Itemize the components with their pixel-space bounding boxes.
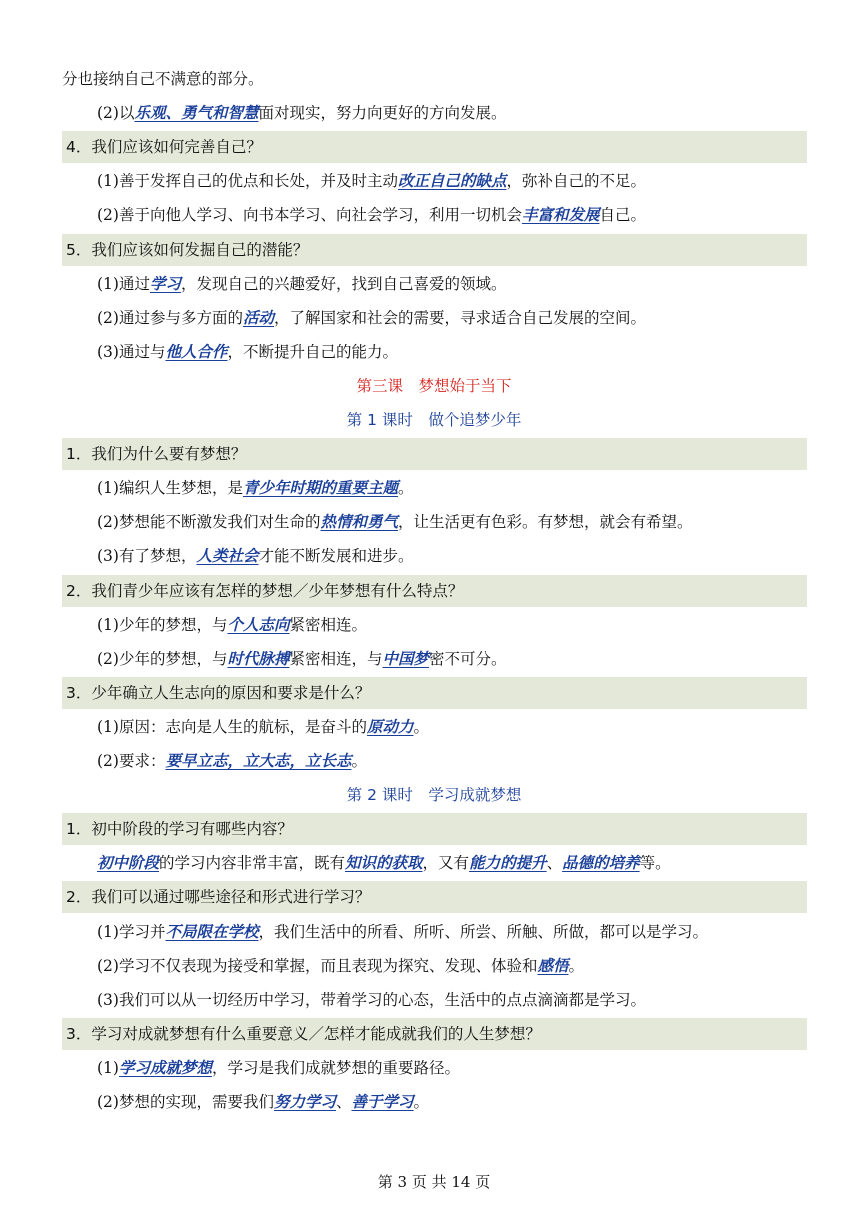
answer-line — [97, 199, 806, 231]
text-run: 紧密相连。 — [289, 615, 367, 634]
text-run: (2)以 — [97, 104, 135, 123]
page-footer: 第 3 页 共 14 页 — [377, 1173, 491, 1191]
text-run: 第 1 课时 做个追梦少年 — [346, 411, 522, 429]
answer-line — [97, 540, 806, 572]
answer-line — [97, 268, 806, 300]
text-run: 紧密相连，与 — [289, 649, 383, 668]
keyword: 不局限在学校 — [165, 921, 259, 941]
text-run: (2)善于向他人学习、向书本学习、向社会学习，利用一切机会 — [97, 206, 522, 225]
text-run: 2．我们青少年应该有怎样的梦想／少年梦想有什么特点？ — [66, 581, 464, 600]
keyword: 善于学习 — [351, 1092, 414, 1111]
answer-line — [97, 472, 806, 504]
text-run: 第三课 梦想始于当下 — [356, 376, 512, 395]
text-run: 面对现实，努力向更好的方向发展。 — [258, 104, 507, 123]
text-run: (1)少年的梦想，与 — [97, 615, 228, 634]
answer-line — [97, 847, 806, 879]
text-run: 才能不断发展和进步。 — [258, 547, 414, 566]
answer-line — [97, 1086, 806, 1118]
text-run: ，让生活更有色彩。有梦想，就会有希望。 — [397, 513, 693, 532]
keyword: 改正自己的缺点 — [397, 171, 507, 191]
text-run: 分也接纳自己不满意的部分。 — [62, 70, 264, 88]
answer-line — [97, 1052, 806, 1084]
text-run: 。 — [351, 752, 367, 770]
section-title — [0, 404, 868, 436]
question-heading — [62, 881, 807, 913]
answer-line — [97, 302, 806, 334]
text-run: 。 — [413, 1093, 430, 1111]
keyword: 中国梦 — [382, 648, 430, 668]
text-run: 。 — [413, 717, 429, 736]
lesson-title — [0, 370, 868, 402]
answer-line — [97, 984, 806, 1016]
text-run: ，不断提升自己的能力。 — [227, 342, 398, 361]
text-run: ，又有 — [422, 854, 470, 873]
keyword: 时代脉搏 — [227, 648, 290, 668]
text-run: 3．少年确立人生志向的原因和要求是什么？ — [66, 683, 371, 702]
keyword: 知识的获取 — [345, 853, 423, 873]
text-run: (3)通过与 — [97, 342, 166, 361]
keyword: 学习成就梦想 — [118, 1057, 212, 1077]
keyword: 热情和勇气 — [320, 512, 398, 532]
answer-line — [62, 63, 806, 95]
text-run: 等。 — [639, 854, 671, 873]
keyword: 努力学习 — [273, 1092, 336, 1111]
text-run: (2)梦想能不断激发我们对生命的 — [97, 513, 321, 532]
text-run: (2)学习不仅表现为接受和掌握，而且表现为探究、发现、体验和 — [97, 956, 538, 975]
keyword: 活动 — [242, 307, 274, 327]
text-run: 自己。 — [599, 206, 646, 225]
text-run: 、 — [335, 1093, 352, 1111]
text-run: 1．初中阶段的学习有哪些内容？ — [66, 820, 293, 839]
answer-line — [97, 609, 806, 641]
question-heading — [62, 575, 807, 607]
text-run: (2)梦想的实现，需要我们 — [97, 1093, 274, 1111]
keyword: 感悟 — [537, 955, 569, 975]
text-run: ，我们生活中的所看、所听、所尝、所触、所做，都可以是学习。 — [258, 922, 708, 941]
text-run: (3)有了梦想， — [97, 547, 197, 566]
question-heading — [62, 131, 807, 163]
keyword: 学习 — [149, 273, 181, 293]
text-run: 1．我们为什么要有梦想？ — [66, 445, 247, 464]
answer-line — [97, 97, 806, 129]
text-run: 4．我们应该如何完善自己？ — [66, 138, 262, 157]
answer-line — [97, 916, 806, 948]
keyword: 乐观、勇气和智慧 — [134, 103, 259, 123]
text-run: 密不可分。 — [429, 649, 507, 668]
text-run: (3)我们可以从一切经历中学习，带着学习的心态，生活中的点点滴滴都是学习。 — [97, 990, 646, 1009]
keyword: 人类社会 — [196, 546, 259, 566]
text-run: (1)善于发挥自己的优点和长处，并及时主动 — [97, 172, 398, 191]
question-heading — [62, 1018, 807, 1050]
question-heading — [62, 438, 807, 470]
text-run: 5．我们应该如何发掘自己的潜能？ — [66, 240, 309, 259]
text-run: (1)原因：志向是人生的航标，是奋斗的 — [97, 717, 367, 736]
answer-line — [97, 711, 806, 743]
answer-line — [97, 165, 806, 197]
keyword: 个人志向 — [227, 614, 290, 634]
question-heading — [62, 813, 807, 845]
text-run: 。 — [397, 479, 414, 498]
text-run: (2)通过参与多方面的 — [97, 308, 243, 327]
section-title — [0, 779, 868, 811]
text-run: ，学习是我们成就梦想的重要路径。 — [211, 1058, 460, 1077]
text-run: ，发现自己的兴趣爱好，找到自己喜爱的领域。 — [180, 274, 507, 293]
keyword: 初中阶段 — [97, 853, 160, 873]
keyword: 原动力 — [366, 716, 414, 736]
text-run: (1)通过 — [97, 274, 150, 293]
answer-line — [97, 745, 806, 777]
keyword: 要早立志，立大志，立长志 — [165, 751, 352, 770]
answer-line — [97, 336, 806, 368]
text-run: 第 2 课时 学习成就梦想 — [346, 786, 522, 805]
text-run: 、 — [546, 854, 563, 873]
text-run: (1) — [97, 1058, 119, 1077]
text-run: 2．我们可以通过哪些途径和形式进行学习？ — [66, 888, 371, 907]
keyword: 青少年时期的重要主题 — [242, 478, 398, 498]
text-run: (1)学习并 — [97, 922, 166, 941]
text-run: (1)编织人生梦想，是 — [97, 479, 243, 498]
answer-line — [97, 506, 806, 538]
question-heading — [62, 677, 807, 709]
text-run: 3．学习对成就梦想有什么重要意义／怎样才能成就我们的人生梦想？ — [66, 1024, 541, 1043]
keyword: 丰富和发展 — [521, 205, 600, 225]
text-run: 的学习内容非常丰富，既有 — [159, 854, 346, 873]
answer-line — [97, 950, 806, 982]
text-run: (2)要求： — [97, 752, 166, 770]
question-heading — [62, 234, 807, 266]
text-run: 。 — [568, 956, 584, 975]
text-run: ，了解国家和社会的需要，寻求适合自己发展的空间。 — [273, 308, 646, 327]
keyword: 他人合作 — [165, 341, 228, 361]
answer-line — [97, 643, 806, 675]
text-run: ，弥补自己的不足。 — [506, 172, 646, 191]
keyword: 能力的提升 — [469, 853, 547, 873]
keyword: 品德的培养 — [562, 853, 640, 873]
text-run: (2)少年的梦想，与 — [97, 649, 228, 668]
